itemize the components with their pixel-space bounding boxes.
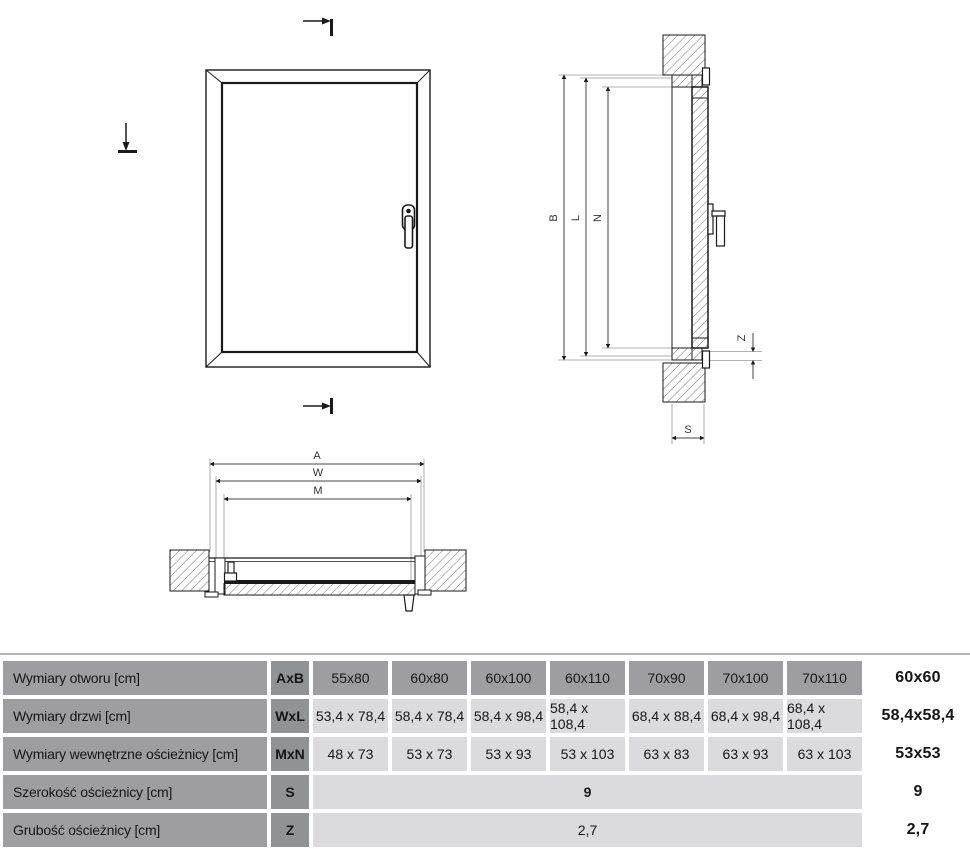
value-cell: 60x80: [392, 661, 467, 695]
dimension-label-B: B: [548, 214, 560, 222]
dimension-label-L: L: [570, 214, 582, 222]
value-cell: 60x110: [550, 661, 625, 695]
table-row: [0, 699, 970, 733]
dimension-M: [224, 485, 411, 499]
dimension-A: [210, 450, 424, 464]
row-label: Wymiary otworu [cm]: [3, 661, 267, 695]
door-leaf-section-side: [692, 87, 708, 348]
value-cell: 58,4 x 98,4: [471, 699, 546, 733]
value-cell: 48 x 73: [313, 737, 388, 771]
extra-size-cell: 60x60: [866, 661, 970, 695]
dimension-N: [592, 87, 608, 348]
door-leaf-section-bottom: [224, 580, 415, 595]
table-row: [0, 661, 970, 695]
bottom-section-drawing: [170, 450, 466, 611]
merged-value-cell: 2,7: [313, 813, 862, 847]
frame-foot-right: [418, 590, 431, 595]
extension-lines-side: [558, 75, 762, 444]
dimension-L: [570, 78, 586, 356]
dimension-label-Z: Z: [736, 334, 748, 342]
extra-size-cell: 2,7: [866, 813, 970, 847]
wall-section-bottom: [663, 363, 705, 402]
dimension-W: [216, 467, 421, 481]
wall-section-top: [663, 35, 705, 75]
row-label: Grubość ościeżnicy [cm]: [3, 813, 267, 847]
row-label: Szerokość ościeżnicy [cm]: [3, 775, 267, 809]
dimension-S: [672, 424, 704, 438]
value-cell: 63 x 83: [629, 737, 704, 771]
value-cell: 53 x 103: [550, 737, 625, 771]
row-symbol: Z: [271, 813, 309, 847]
row-label: Wymiary drzwi [cm]: [3, 699, 267, 733]
value-cell: 58,4 x 108,4: [550, 699, 625, 733]
dimension-label-N: N: [592, 214, 604, 222]
dimension-B: [548, 75, 564, 360]
row-symbol: S: [271, 775, 309, 809]
value-cell: 70x100: [708, 661, 783, 695]
door-frame-front: [206, 70, 430, 367]
value-cell: 68,4 x 108,4: [787, 699, 862, 733]
hinge-section: [225, 562, 237, 581]
extra-size-cell: 53x53: [866, 737, 970, 771]
value-cell: 63 x 103: [787, 737, 862, 771]
dimension-label-A: A: [313, 450, 321, 462]
value-cell: 53 x 93: [471, 737, 546, 771]
value-cell: 55x80: [313, 661, 388, 695]
frame-foot-left: [205, 592, 218, 597]
section-cut-marker-left: [118, 123, 137, 152]
value-cell: 68,4 x 88,4: [629, 699, 704, 733]
wall-section-right: [425, 550, 466, 591]
dimension-Z: [736, 333, 753, 379]
side-section-drawing: [548, 35, 762, 444]
value-cell: 63 x 93: [708, 737, 783, 771]
door-handle-front: [403, 205, 415, 248]
door-handle-side: [708, 204, 725, 246]
door-handle-bottom: [404, 595, 414, 611]
table-row: [0, 775, 970, 809]
value-cell: 60x100: [471, 661, 546, 695]
value-cell: 53 x 73: [392, 737, 467, 771]
dimension-label-S: S: [684, 424, 692, 436]
row-symbol: MxN: [271, 737, 309, 771]
table-top-separator: [0, 653, 970, 655]
extra-size-cell: 9: [866, 775, 970, 809]
value-cell: 70x110: [787, 661, 862, 695]
row-label: Wymiary wewnętrzne ościeżnicy [cm]: [3, 737, 267, 771]
wall-section-left: [170, 550, 209, 591]
section-cut-marker-bottom: [303, 398, 332, 414]
dimension-label-M: M: [313, 485, 323, 497]
section-cut-marker-top: [303, 18, 332, 37]
front-view-drawing: [118, 18, 430, 415]
row-symbol: WxL: [271, 699, 309, 733]
value-cell: 58,4 x 78,4: [392, 699, 467, 733]
merged-value-cell: 9: [313, 775, 862, 809]
value-cell: 70x90: [629, 661, 704, 695]
dimension-label-W: W: [312, 467, 324, 479]
extra-size-cell: 58,4x58,4: [866, 699, 970, 733]
dimensions-table: [0, 661, 970, 849]
table-row: [0, 813, 970, 847]
row-symbol: AxB: [271, 661, 309, 695]
value-cell: 68,4 x 98,4: [708, 699, 783, 733]
table-row: [0, 737, 970, 771]
value-cell: 53,4 x 78,4: [313, 699, 388, 733]
